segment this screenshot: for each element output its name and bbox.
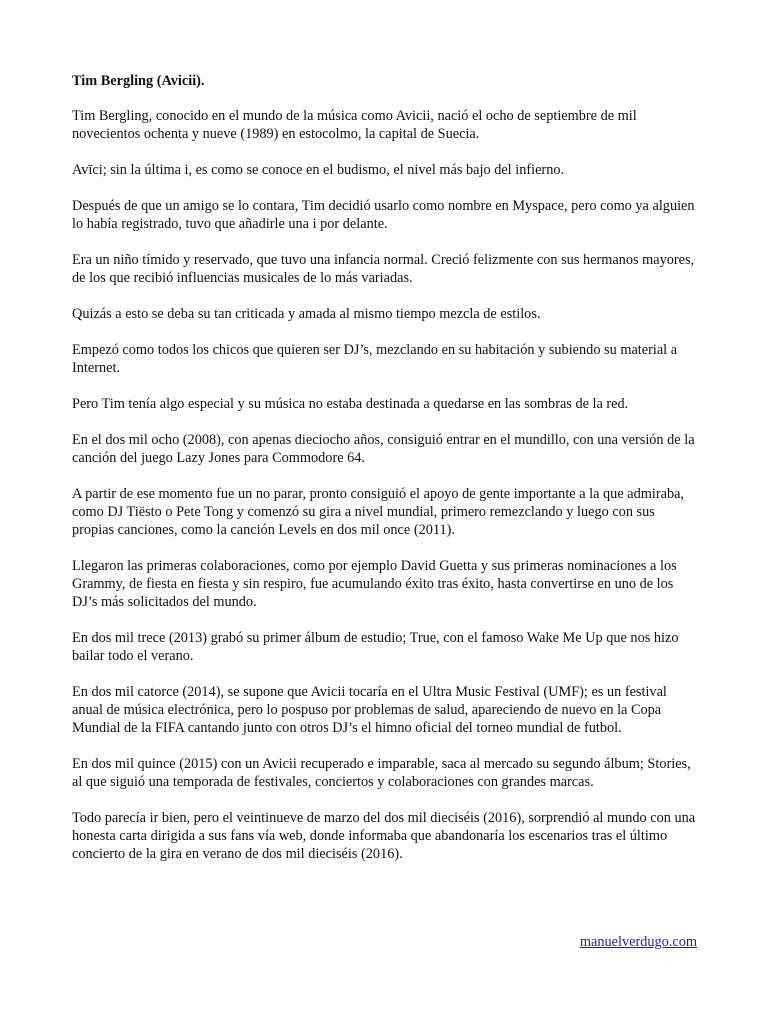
paragraph-8: En el dos mil ocho (2008), con apenas dieciocho años, consiguió entrar en el mundillo, con una versión de la canción del juego Lazy Jones para Commodore 64. bbox=[72, 432, 695, 466]
paragraph-9: A partir de ese momento fue un no parar, pronto consiguió el apoyo de gente importante a la que admiraba, como DJ Tiësto o Pete Tong y comenzó su gira a nivel mundial, primero remezclando y luego con sus propias canciones, como la canción Levels en dos mil once (2011). bbox=[72, 486, 685, 538]
paragraph-3: Después de que un amigo se lo contara, Tim decidió usarlo como nombre en Myspace, pero como ya alguien lo había registrado, tuvo que añadirle una i por delante. bbox=[72, 198, 695, 232]
paragraph-11: En dos mil trece (2013) grabó su primer álbum de estudio; True, con el famoso Wake Me Up que nos hizo bailar todo el verano. bbox=[72, 630, 679, 664]
paragraph-2: Avīci; sin la última i, es como se conoce en el budismo, el nivel más bajo del infierno. bbox=[72, 162, 565, 178]
paragraph-5: Quizás a esto se deba su tan criticada y amada al mismo tiempo mezcla de estilos. bbox=[72, 306, 541, 322]
paragraph-10: Llegaron las primeras colaboraciones, como por ejemplo David Guetta y sus primeras nominaciones a los Grammy, de fiesta en fiesta y sin respiro, fue acumulando éxito tras éxito, hasta convertirse en uno de los DJ’s más solicitados del mundo. bbox=[72, 558, 677, 610]
paragraph-12: En dos mil catorce (2014), se supone que Avicii tocaría en el Ultra Music Festival (UMF); es un festival anual de música electrónica, pero lo pospuso por problemas de salud, apareciendo de nuevo en la Copa Mundial de la FIFA cantando junto con otros DJ’s el himno oficial del torneo mundial de futbol. bbox=[72, 684, 667, 736]
paragraph-6: Empezó como todos los chicos que quieren ser DJ’s, mezclando en su habitación y subiendo su material a Internet. bbox=[72, 342, 678, 376]
paragraph-7: Pero Tim tenía algo especial y su música no estaba destinada a quedarse en las sombras de la red. bbox=[72, 396, 629, 412]
paragraph-13: En dos mil quince (2015) con un Avicii recuperado e imparable, saca al mercado su segundo álbum; Stories, al que siguió una temporada de festivales, conciertos y colaboraciones con grandes marcas. bbox=[72, 756, 691, 790]
document-body bbox=[72, 72, 698, 881]
paragraph-14: Todo parecía ir bien, pero el veintinueve de marzo del dos mil dieciséis (2016), sorprendió al mundo con una honesta carta dirigida a sus fans vía web, donde informaba que abandonaría los escenarios tras el último concierto de la gira en verano de dos mil dieciséis (2016). bbox=[72, 810, 696, 862]
document-title: Tim Bergling (Avicii). bbox=[72, 73, 205, 89]
paragraph-1: Tim Bergling, conocido en el mundo de la música como Avicii, nació el ocho de septiembre de mil novecientos ochenta y nueve (1989) en estocolmo, la capital de Suecia. bbox=[72, 108, 637, 142]
paragraph-4: Era un niño tímido y reservado, que tuvo una infancia normal. Creció felizmente con sus hermanos mayores, de los que recibió influencias musicales de lo más variadas. bbox=[72, 252, 695, 286]
website-link[interactable]: manuelverdugo.com bbox=[579, 934, 697, 950]
